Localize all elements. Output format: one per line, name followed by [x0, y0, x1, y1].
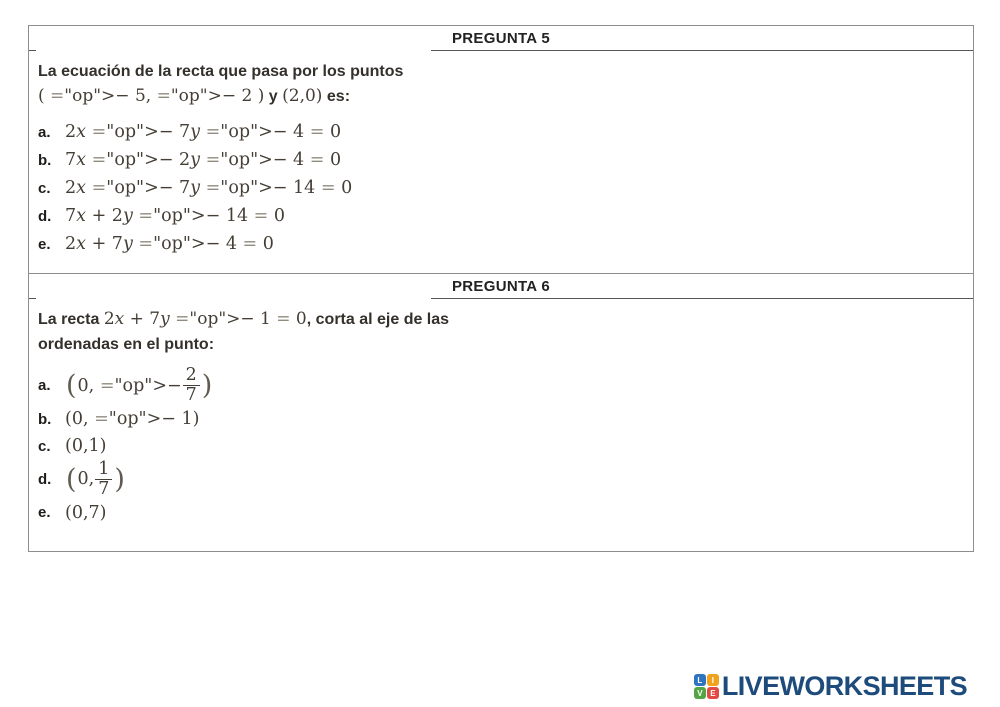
option-equation: 2x ="op">− 7y ="op">− 4 = 0: [65, 122, 342, 142]
q5-option-c[interactable]: [38, 174, 961, 202]
logo-square-2: V: [694, 687, 706, 699]
prompt-suffix: , corta al eje de las: [306, 311, 450, 328]
fraction-numerator: 2: [185, 365, 197, 385]
header-underline: [431, 50, 973, 51]
question-6-prompt: [38, 307, 961, 357]
question-5-content: [29, 51, 973, 258]
q6-option-c[interactable]: [38, 433, 961, 460]
q6-option-e[interactable]: [38, 499, 961, 526]
option-point-prefix: 0, ="op">−: [77, 375, 182, 396]
logo-square-3: E: [707, 687, 719, 699]
option-equation: 7x ="op">− 2y ="op">− 4 = 0: [65, 150, 342, 170]
question-6-header: [29, 274, 973, 299]
fraction: [183, 366, 200, 406]
fraction-numerator: 1: [98, 458, 110, 479]
option-label: a.: [38, 377, 51, 395]
q6-option-d[interactable]: [38, 460, 961, 500]
q5-option-e[interactable]: [38, 230, 961, 258]
header-underline: [431, 298, 973, 299]
option-point: (0,7): [65, 502, 107, 523]
liveworksheets-logo-icon: [694, 674, 719, 699]
option-label: e.: [38, 235, 51, 253]
fraction: [95, 460, 112, 500]
question-6-section: [28, 273, 974, 552]
option-label: c.: [38, 179, 51, 197]
prompt-line2: ordenadas en el punto:: [38, 336, 215, 353]
left-paren: (: [66, 463, 77, 495]
header-underline-tick: [29, 298, 36, 299]
option-equation: 7x + 2y ="op">− 14 = 0: [65, 206, 286, 226]
option-label: b.: [38, 151, 52, 169]
question-5-section: [28, 25, 974, 273]
prompt-equation: 2x + 7y ="op">− 1 = 0: [103, 309, 307, 329]
option-label: d.: [38, 207, 52, 225]
fraction-denominator: 7: [183, 385, 200, 405]
prompt-prefix: La recta: [38, 311, 100, 328]
prompt-coords-1: ( ="op">− 5, ="op">− 2 ): [38, 86, 265, 106]
question-5-options: [38, 118, 961, 258]
option-point-prefix: 0,: [77, 469, 95, 490]
logo-square-0: L: [694, 674, 706, 686]
right-paren: ): [201, 370, 213, 402]
option-label: d.: [38, 470, 52, 488]
q5-option-a[interactable]: [38, 118, 961, 146]
option-point: (0, ="op">− 1): [65, 409, 200, 429]
prompt-line1: La ecuación de la recta que pasa por los puntos: [38, 63, 404, 80]
option-label: e.: [38, 504, 51, 521]
q5-option-d[interactable]: [38, 202, 961, 230]
prompt-coords-2: (2,0): [282, 86, 323, 106]
left-paren: (: [66, 370, 77, 402]
prompt-suffix: es:: [326, 88, 351, 105]
question-6-title: PREGUNTA 6: [451, 278, 550, 295]
q5-option-b[interactable]: [38, 146, 961, 174]
option-point: (0,1): [65, 436, 107, 456]
header-underline-tick: [29, 50, 36, 51]
prompt-conjunction: y: [268, 88, 278, 105]
question-5-prompt: [38, 59, 961, 109]
question-5-header: [29, 26, 973, 51]
right-paren: ): [114, 463, 125, 495]
question-6-content: [29, 299, 973, 526]
question-5-title: PREGUNTA 5: [451, 30, 550, 47]
fraction-denominator: 7: [95, 479, 112, 499]
option-label: a.: [38, 123, 51, 141]
liveworksheets-logo[interactable]: [694, 671, 967, 702]
liveworksheets-logo-text: LIVEWORKSHEETS: [721, 671, 967, 701]
option-equation: 2x ="op">− 7y ="op">− 14 = 0: [65, 178, 353, 198]
q6-option-b[interactable]: [38, 406, 961, 433]
q6-option-a[interactable]: [38, 366, 961, 406]
option-equation: 2x + 7y ="op">− 4 = 0: [65, 234, 274, 254]
logo-square-1: I: [707, 674, 719, 686]
option-label: c.: [38, 437, 51, 455]
question-6-options: [38, 366, 961, 526]
option-label: b.: [38, 410, 52, 428]
